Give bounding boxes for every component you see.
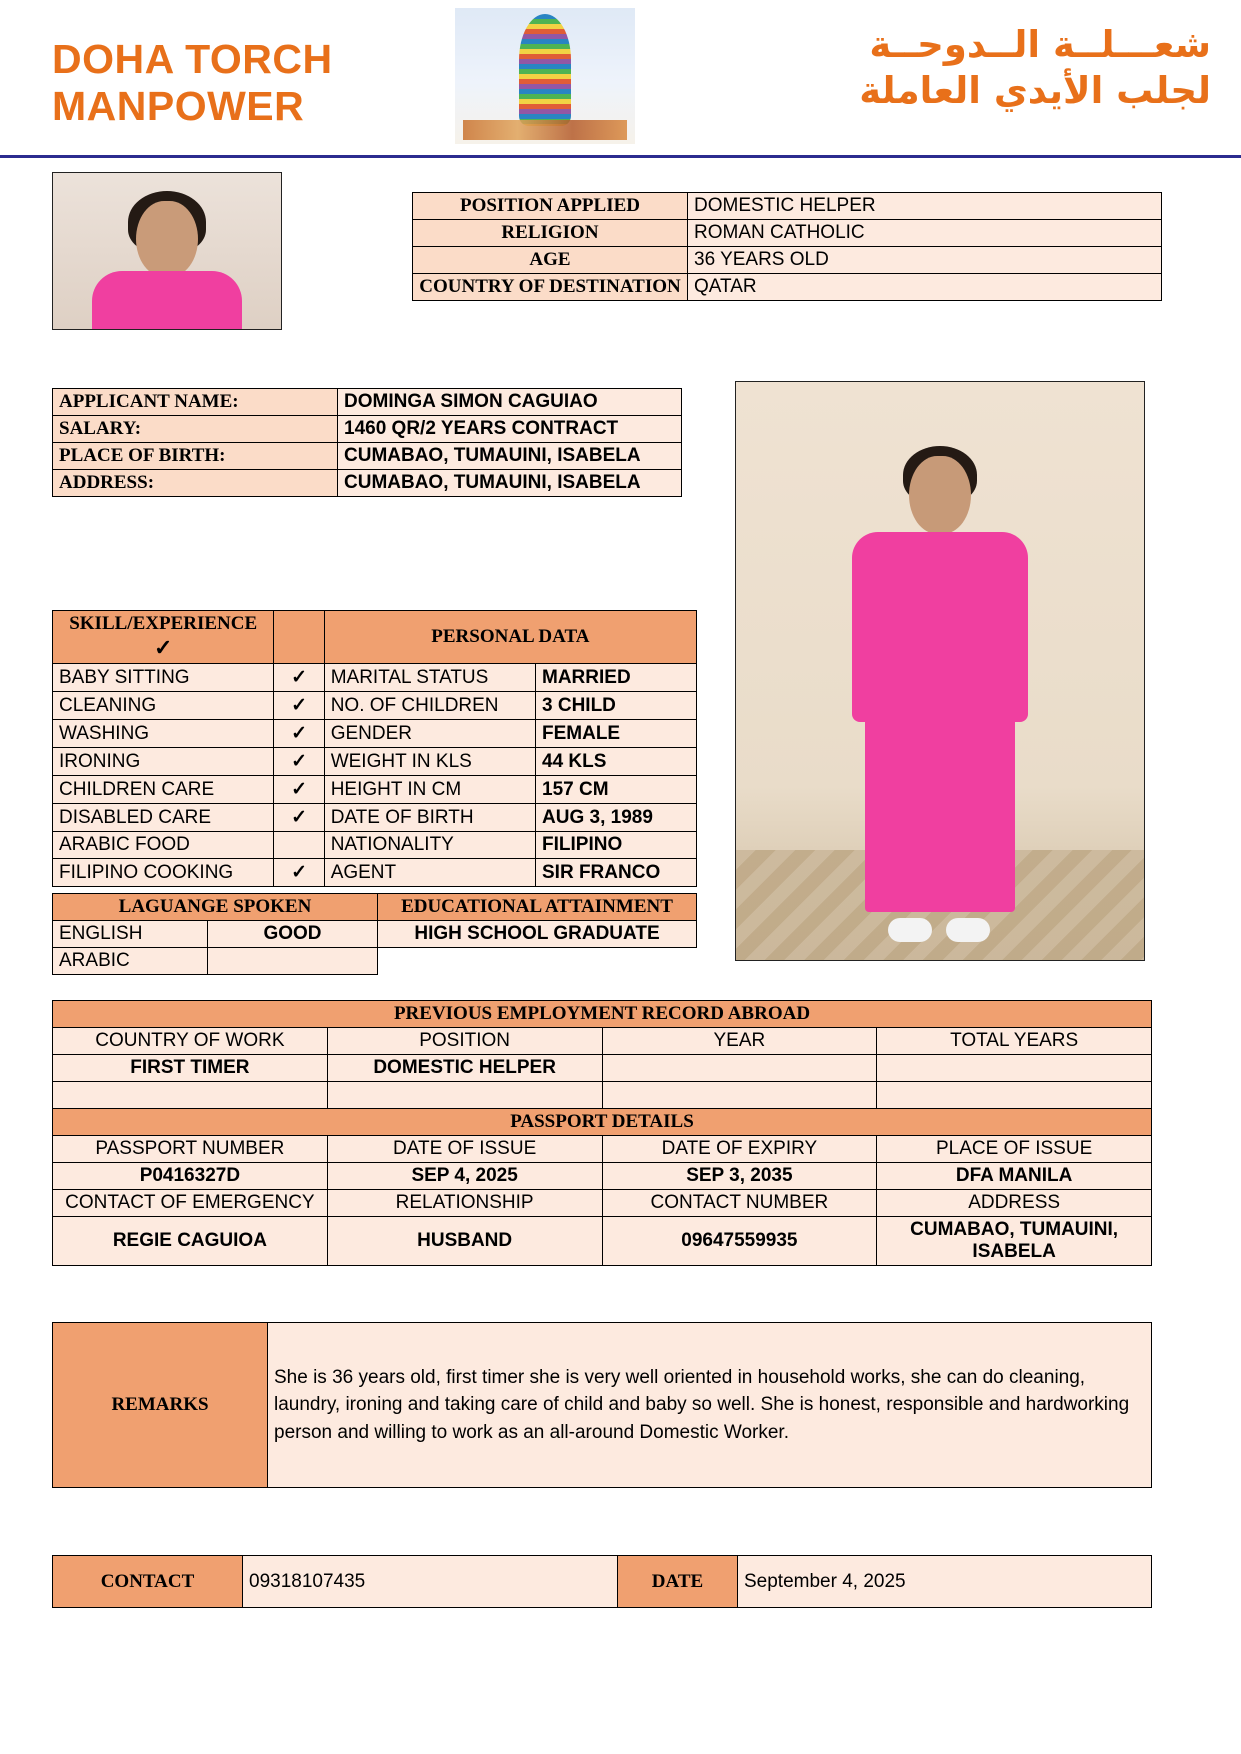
emergency-col-address: ADDRESS (877, 1190, 1152, 1217)
language-name: ENGLISH (53, 921, 208, 948)
employment-total-years-value (877, 1055, 1152, 1082)
table-header-row (53, 1190, 1152, 1217)
personal-field-value: SIR FRANCO (536, 859, 697, 887)
passport-col-issue: DATE OF ISSUE (327, 1136, 602, 1163)
emergency-number-value: 09647559935 (602, 1217, 877, 1266)
personal-field-label: MARITAL STATUS (324, 664, 535, 692)
address-label: ADDRESS: (53, 470, 338, 497)
position-applied-value: DOMESTIC HELPER (688, 193, 1162, 220)
headshot-face (136, 201, 198, 277)
table-row (53, 443, 682, 470)
contact-value: 09318107435 (243, 1556, 618, 1608)
skill-label: CLEANING (53, 692, 274, 720)
passport-number-value: P0416327D (53, 1163, 328, 1190)
skill-label: ARABIC FOOD (53, 832, 274, 859)
applicant-full-body-photo (735, 381, 1145, 961)
skill-label: BABY SITTING (53, 664, 274, 692)
employment-year-value-2 (602, 1082, 877, 1109)
company-brand (52, 36, 452, 130)
employment-record-title: PREVIOUS EMPLOYMENT RECORD ABROAD (53, 1001, 1152, 1028)
employment-col-total-years: TOTAL YEARS (877, 1028, 1152, 1055)
table-row (53, 832, 697, 859)
footer-contact-table (52, 1555, 1152, 1608)
personal-field-label: GENDER (324, 720, 535, 748)
table-row (53, 921, 697, 948)
remarks-text: She is 36 years old, first timer she is very well oriented in household works, she can do cleaning, laundry, ironing and taking care of child and baby so well. She is honest, responsible and hardworking person and willing to work as an all-around Domestic Worker. (268, 1323, 1152, 1488)
table-header-row (53, 1001, 1152, 1028)
skill-label: CHILDREN CARE (53, 776, 274, 804)
religion-label: RELIGION (413, 220, 688, 247)
place-of-birth-value: CUMABAO, TUMAUINI, ISABELA (338, 443, 682, 470)
table-header-row (53, 1136, 1152, 1163)
skill-check: ✓ (274, 720, 324, 748)
contact-label: CONTACT (53, 1556, 243, 1608)
passport-details-title: PASSPORT DETAILS (53, 1109, 1152, 1136)
table-row (53, 692, 697, 720)
emergency-col-contact: CONTACT OF EMERGENCY (53, 1190, 328, 1217)
passport-col-expiry: DATE OF EXPIRY (602, 1136, 877, 1163)
table-header-row (53, 1109, 1152, 1136)
skill-check: ✓ (274, 859, 324, 887)
employment-passport-table (52, 1000, 1152, 1266)
table-row (413, 220, 1162, 247)
table-row (53, 1055, 1152, 1082)
skill-label: IRONING (53, 748, 274, 776)
headshot-shirt (92, 271, 242, 329)
employment-year-value (602, 1055, 877, 1082)
personal-field-value: 157 CM (536, 776, 697, 804)
skill-check: ✓ (274, 804, 324, 832)
applicant-name-label: APPLICANT NAME: (53, 389, 338, 416)
date-value: September 4, 2025 (738, 1556, 1152, 1608)
address-value: CUMABAO, TUMAUINI, ISABELA (338, 470, 682, 497)
skyline-base-shape (463, 120, 627, 140)
table-row (53, 664, 697, 692)
skill-label: WASHING (53, 720, 274, 748)
skills-personal-data-table (52, 610, 697, 887)
personal-field-label: AGENT (324, 859, 535, 887)
table-row (413, 247, 1162, 274)
position-info-table (412, 192, 1162, 301)
skill-label: FILIPINO COOKING (53, 859, 274, 887)
country-destination-value: QATAR (688, 274, 1162, 301)
personal-field-value: AUG 3, 1989 (536, 804, 697, 832)
photo-shoe-right (946, 918, 990, 942)
skill-label: DISABLED CARE (53, 804, 274, 832)
salary-label: SALARY: (53, 416, 338, 443)
applicant-details-table (52, 388, 682, 497)
personal-field-label: WEIGHT IN KLS (324, 748, 535, 776)
arabic-company-name (691, 22, 1211, 115)
table-row (53, 1556, 1152, 1608)
passport-issue-value: SEP 4, 2025 (327, 1163, 602, 1190)
skill-check: ✓ (274, 692, 324, 720)
emergency-address-value: CUMABAO, TUMAUINI, ISABELA (877, 1217, 1152, 1266)
skill-experience-header (53, 611, 274, 664)
skill-check: ✓ (274, 664, 324, 692)
skill-check: ✓ (274, 776, 324, 804)
employment-position-value-2 (327, 1082, 602, 1109)
torch-tower-shape (519, 14, 571, 126)
table-row (413, 274, 1162, 301)
table-row (53, 1323, 1152, 1488)
brand-line-1: DOHA TORCH (52, 36, 333, 82)
applicant-name-value: DOMINGA SIMON CAGUIAO (338, 389, 682, 416)
applicant-headshot-photo (52, 172, 282, 330)
page-header (0, 0, 1241, 172)
emergency-col-relationship: RELATIONSHIP (327, 1190, 602, 1217)
personal-data-header: PERSONAL DATA (324, 611, 696, 664)
remarks-label: REMARKS (53, 1323, 268, 1488)
employment-total-years-value-2 (877, 1082, 1152, 1109)
photo-face (909, 456, 971, 534)
salary-value: 1460 QR/2 YEARS CONTRACT (338, 416, 682, 443)
table-row (53, 859, 697, 887)
personal-field-value: FEMALE (536, 720, 697, 748)
passport-expiry-value: SEP 3, 2035 (602, 1163, 877, 1190)
emergency-contact-value: REGIE CAGUIOA (53, 1217, 328, 1266)
photo-uniform-top (852, 532, 1028, 722)
table-row (53, 948, 697, 975)
language-education-table (52, 893, 697, 975)
doha-torch-logo-icon (455, 8, 635, 144)
check-icon: ✓ (153, 635, 173, 660)
brand-line-2: MANPOWER (52, 83, 305, 130)
employment-col-country: COUNTRY OF WORK (53, 1028, 328, 1055)
personal-field-value: MARRIED (536, 664, 697, 692)
table-row (53, 470, 682, 497)
language-spoken-header: LAGUANGE SPOKEN (53, 894, 378, 921)
language-level (208, 948, 378, 975)
employment-country-value: FIRST TIMER (53, 1055, 328, 1082)
table-row (413, 193, 1162, 220)
arabic-line-1: شعـــلــة الــدوحــة (869, 23, 1211, 66)
country-destination-label: COUNTRY OF DESTINATION (413, 274, 688, 301)
personal-field-value: 3 CHILD (536, 692, 697, 720)
table-header-row (53, 611, 697, 664)
table-row (53, 720, 697, 748)
table-row (53, 1163, 1152, 1190)
table-row (53, 776, 697, 804)
table-header-row (53, 1028, 1152, 1055)
emergency-relationship-value: HUSBAND (327, 1217, 602, 1266)
employment-position-value: DOMESTIC HELPER (327, 1055, 602, 1082)
personal-field-label: NATIONALITY (324, 832, 535, 859)
table-row (53, 416, 682, 443)
language-name: ARABIC (53, 948, 208, 975)
table-row (53, 1217, 1152, 1266)
passport-col-place: PLACE OF ISSUE (877, 1136, 1152, 1163)
employment-col-year: YEAR (602, 1028, 877, 1055)
employment-col-position: POSITION (327, 1028, 602, 1055)
passport-col-number: PASSPORT NUMBER (53, 1136, 328, 1163)
table-row (53, 804, 697, 832)
age-value: 36 YEARS OLD (688, 247, 1162, 274)
remarks-table (52, 1322, 1152, 1488)
educational-attainment-header: EDUCATIONAL ATTAINMENT (378, 894, 697, 921)
personal-field-label: HEIGHT IN CM (324, 776, 535, 804)
arabic-line-2: لجلب الأيدي العاملة (859, 69, 1211, 113)
header-divider (0, 155, 1241, 158)
passport-place-value: DFA MANILA (877, 1163, 1152, 1190)
personal-field-value: 44 KLS (536, 748, 697, 776)
table-row (53, 1082, 1152, 1109)
table-row (53, 748, 697, 776)
photo-pants (865, 712, 1015, 912)
place-of-birth-label: PLACE OF BIRTH: (53, 443, 338, 470)
employment-country-value-2 (53, 1082, 328, 1109)
position-applied-label: POSITION APPLIED (413, 193, 688, 220)
language-level: GOOD (208, 921, 378, 948)
age-label: AGE (413, 247, 688, 274)
emergency-col-number: CONTACT NUMBER (602, 1190, 877, 1217)
skill-check (274, 832, 324, 859)
skill-experience-header-label: SKILL/EXPERIENCE (69, 613, 258, 634)
personal-field-label: DATE OF BIRTH (324, 804, 535, 832)
religion-value: ROMAN CATHOLIC (688, 220, 1162, 247)
table-header-row (53, 894, 697, 921)
skill-check: ✓ (274, 748, 324, 776)
photo-shoe-left (888, 918, 932, 942)
personal-field-value: FILIPINO (536, 832, 697, 859)
table-row (53, 389, 682, 416)
date-label: DATE (618, 1556, 738, 1608)
empty-cell (378, 948, 697, 975)
education-value: HIGH SCHOOL GRADUATE (378, 921, 697, 948)
personal-field-label: NO. OF CHILDREN (324, 692, 535, 720)
skill-check-header (274, 611, 324, 664)
